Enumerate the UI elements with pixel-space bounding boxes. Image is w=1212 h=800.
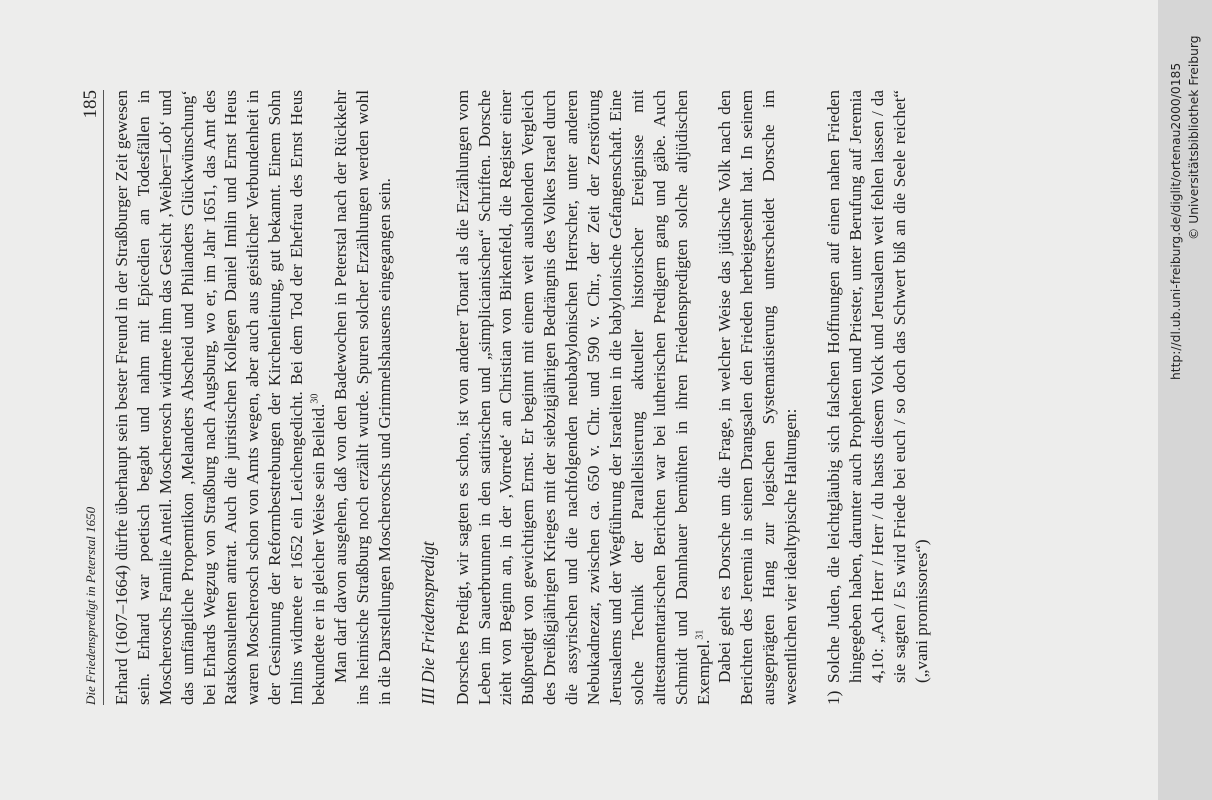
- section-heading: III Die Friedenspredigt: [417, 541, 438, 705]
- list-item-text: Solche Juden, die leichtgläubig sich falschen Hoffnungen auf einen nahen Frieden hingegeben haben, darunter auch Propheten und Priester, unter Berufung auf Jeremia 4,10: „Ach Herr / Herr / du hasts diesem Volck und Jerusalem weit fehlen lassen / da sie sagten / Es wird Friede bei euch / so doch das Schwert biß an die Seele reichet“ („vani promissores“): [824, 90, 931, 683]
- paragraph: [452, 90, 715, 705]
- digitization-sidebar: [1158, 0, 1212, 800]
- running-title: Die Friedenspredigt in Peterstal 1650: [83, 506, 98, 705]
- footnote-marker: 30: [309, 393, 321, 404]
- paragraph-text: Man darf davon ausgehen, daß von den Badewochen in Peterstal nach der Rückkehr ins heimische Straßburg noch erzählt wurde. Spuren solcher Erzählungen werden wohl in die Darstellungen Moscheroschs und Grimmelshausens eingegangen sein.: [330, 90, 394, 705]
- paragraph-text: Dabei geht es Dorsche um die Frage, in welcher Weise das jüdische Volk nach den Berichten des Jeremia in seinen Drangsalen den Frieden herbeigesehnt hat. In seinem ausgeprägten Hang zur logischen Systematisierung unterscheidet Dorsche im wesentlichen vier idealtypische Haltungen:: [715, 90, 801, 705]
- paragraph: [111, 90, 330, 705]
- page-number: 185: [80, 90, 101, 119]
- list-item: [823, 90, 933, 705]
- copyright-notice: © Universitätsbibliothek Freiburg: [1187, 35, 1201, 240]
- footnote-marker: 31: [693, 629, 705, 640]
- paragraph-text: Dorsches Predigt, wir sagten es schon, ist von anderer Tonart als die Erzählungen vom Leben im Sauerbrunnen in den satirischen und „simplicianischen“ Schriften. Dorsche zieht von Beginn an, in der ‚Vorrede‘ an Christian von Birkenfeld, die Register einer Bußpredigt von gewichtigem Ernst. Er beginnt mit einem weit ausholenden Vergleich des Dreißigjährigen Krieges mit der siebzigjährigen Bedrängnis des Volkes Israel durch die assyrischen und die nachfolgenden neubabylonischen Herrscher, unter anderen Nebukadnezar, zwischen ca. 650 v. Chr. und 590 v. Chr., der Zeit der Zerstörung Jerusalems und der Wegführung der Israeliten in die babylonische Gefangenschaft. Eine solche Technik der Parallelisierung aktueller historischer Ereignisse mit alttestamentarischen Berichten war bei lutherischen Predigern gang und gäbe. Auch Schmidt und Dannhauer bemühten in ihren Friedenspredigten solche altjüdischen Exempel.: [452, 90, 713, 705]
- list-item-number: 1): [824, 690, 844, 705]
- page-header: [80, 90, 104, 705]
- paragraph: [714, 90, 802, 705]
- paragraph-text: Erhard (1607–1664) dürfte überhaupt sein bester Freund in der Straßburger Zeit gewesen sein. Erhard war poetisch begabt und nahm mit Epicedien an Todesfällen in Moscheroschs Familie Anteil. Moscherosch widmete ihm das Gesicht ‚Weiber=Lob‘ und das umfängliche Propemtikon ‚Melanders Abscheid und Philanders Glückwünschung‘ bei Erhards Wegzug von Straßburg nach Augsburg, wo er, im Jahr 1651, das Amt des Ratskonsulenten antrat. Auch die juristischen Kollegen Daniel Imlin und Ernst Heus waren Moscherosch schon von Amts wegen, aber auch aus geistlicher Verbundenheit in der Gesinnung der Reformbestrebungen der Kirchenleitung, gut bekannt. Einem Sohn Imlins widmete er 1652 ein Leichengedicht. Bei dem Tod der Ehefrau des Ernst Heus bekundete er in gleicher Weise sein Beileid.: [111, 90, 329, 705]
- paragraph: [330, 90, 396, 705]
- numbered-list: [823, 90, 933, 705]
- source-url-link[interactable]: http://dl.ub.uni-freiburg.de/diglit/ortenau2000/0185: [1169, 62, 1183, 380]
- spacer: [802, 90, 823, 705]
- page-body: [80, 90, 933, 705]
- sidebar-rotated: [1158, 0, 1212, 800]
